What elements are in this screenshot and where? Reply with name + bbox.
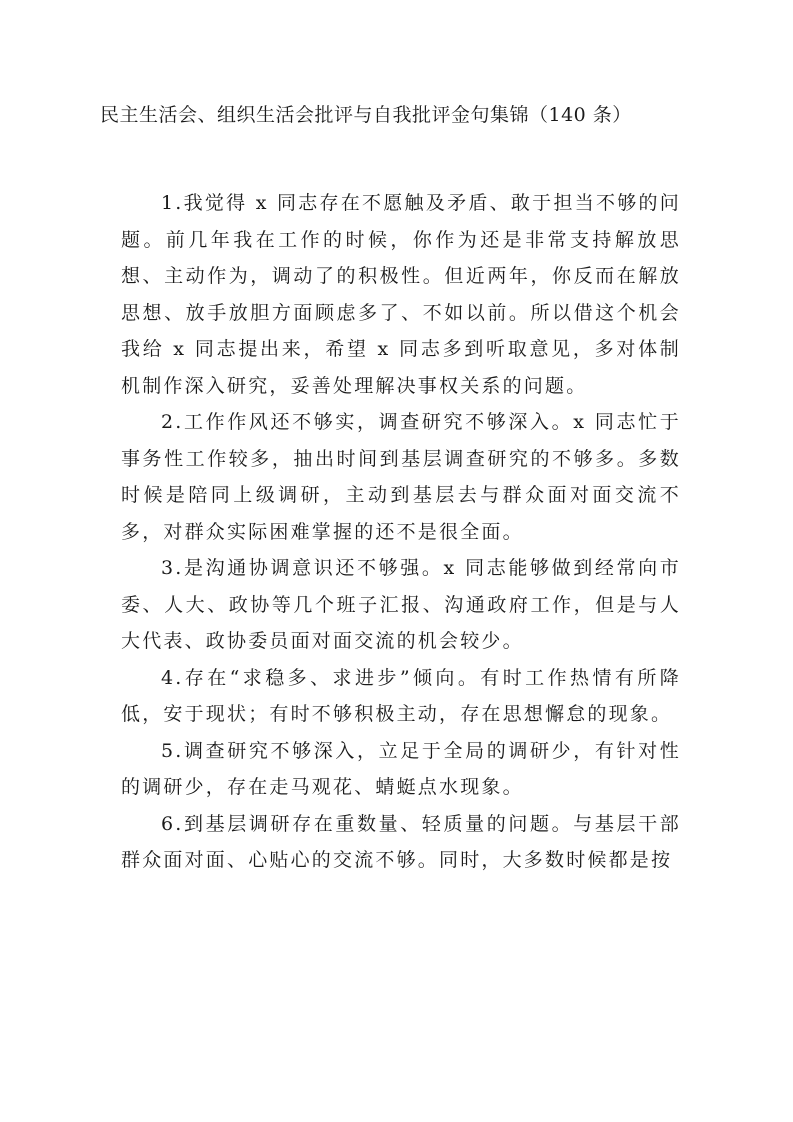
document-title: 民主生活会、组织生活会批评与自我批评金句集锦（140 条） bbox=[100, 104, 632, 126]
paragraph-2: 2.工作作风还不够实，调查研究不够深入。x 同志忙于事务性工作较多，抽出时间到基层调查研究的不够多。多数时候是陪同上级调研，主动到基层去与群众面对面交流不多，对群众实际困难掌握的还不是很全面。 bbox=[121, 411, 681, 543]
document-body bbox=[121, 185, 681, 879]
paragraph-3: 3.是沟通协调意识还不够强。x 同志能够做到经常向市委、人大、政协等几个班子汇报、沟通政府工作，但是与人大代表、政协委员面对面交流的机会较少。 bbox=[121, 557, 681, 652]
paragraph-1: 1.我觉得 x 同志存在不愿触及矛盾、敢于担当不够的问题。前几年我在工作的时候，你作为还是非常支持解放思想、主动作为，调动了的积极性。但近两年，你反而在解放思想、放手放胆方面顾虑多了、不如以前。所以借这个机会我给 x 同志提出来，希望 x 同志多到听取意见，多对体制机制作深入研究，妥善处理解决事权关系的问题。 bbox=[121, 192, 681, 397]
paragraph-4: 4.存在“求稳多、求进步”倾向。有时工作热情有所降低，安于现状；有时不够积极主动，存在思想懈怠的现象。 bbox=[121, 666, 681, 725]
paragraph-6: 6.到基层调研存在重数量、轻质量的问题。与基层干部群众面对面、心贴心的交流不够。同时，大多数时候都是按 bbox=[121, 812, 681, 871]
paragraph-5: 5.调查研究不够深入，立足于全局的调研少，有针对性的调研少，存在走马观花、蜻蜓点水现象。 bbox=[121, 739, 681, 798]
